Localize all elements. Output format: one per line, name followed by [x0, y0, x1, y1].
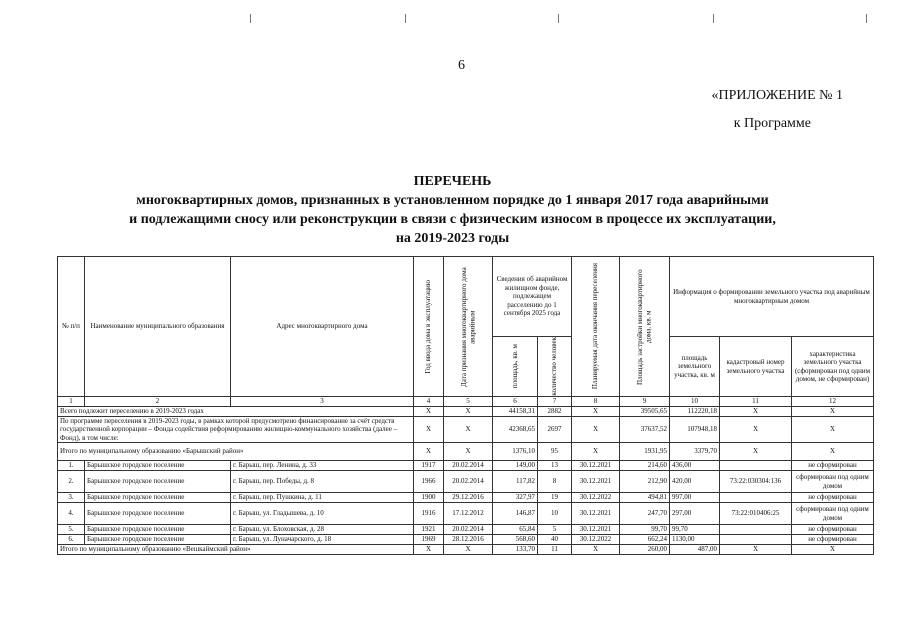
scan-mark [866, 14, 867, 23]
scan-mark [405, 14, 406, 23]
header-cadastral: кадастровый номер земельного участка [720, 337, 792, 397]
header-built-area: Площадь застройки многоквартирного дома, кв. м [620, 257, 670, 397]
page-number: 6 [458, 58, 465, 73]
barysh-total-row: Итого по муниципальному образованию «Барышский район» X X 1376,10 95 X 1931,95 3379,70 X X [58, 443, 874, 461]
scan-mark [250, 14, 251, 23]
table-row: 3. Барышское городское поселение г. Барыш, пер. Пушкина, д. 11 1900 29.12.2016 327,97 19 30.12.2022 494,81 997,00 не сформирован [58, 493, 874, 503]
header-residents: количество человек [538, 337, 572, 397]
header-land-group: Информация о формировании земельного участка под аварийным многоквартирным домом [670, 257, 874, 337]
header-land-area: площадь земельного участка, кв. м [670, 337, 720, 397]
header-num: № п/п [58, 257, 85, 397]
scan-mark [713, 14, 714, 23]
document-subtitle-line2: и подлежащими сносу или реконструкции в связи с физическим износом в процессе их эксплуатации, [129, 212, 776, 227]
header-municipality: Наименование муниципального образования [85, 257, 231, 397]
header-year: Год ввода дома в эксплуатацию [414, 257, 444, 397]
column-numbers-row: 1 2 3 4 5 6 7 8 9 10 11 12 [58, 397, 874, 407]
header-address: Адрес многоквартирного дома [231, 257, 414, 397]
header-area: площадь, кв. м [493, 337, 538, 397]
document-subtitle-line3: на 2019-2023 годы [395, 231, 510, 246]
veshk-total-row: Итого по муниципальному образованию «Вешкаймский район» X X 133,70 11 X 260,00 487,00 X X [58, 545, 874, 555]
scan-mark [558, 14, 559, 23]
program-row: По программе переселения в 2019-2023 годы, в рамках которой предусмотрено финансирование за счёт средств государственной корпорации – Фонда содействия реформированию жилищно-коммунального хозяйства (далее – Фонд), в том числе: X X 42368,65 2697 X 37637,52 107948,18 X X [58, 416, 874, 443]
table-row: 1. Барышское городское поселение г. Барыш, пер. Ленина, д. 33 1917 20.02.2014 149,00 13 30.12.2021 214,60 436,00 не сформирован [58, 461, 874, 471]
table-row: 5. Барышское городское поселение г. Барыш, ул. Блоховская, д. 28 1921 20.02.2014 65,84 5 30.12.2021 99,70 99,70 не сформирован [58, 525, 874, 535]
appendix-subtitle: к Программе [733, 116, 811, 131]
header-resettlement-group: Сведения об аварийном жилищном фонде, подлежащем расселению до 1 сентября 2025 года [493, 257, 572, 337]
total-row: Всего подлежит переселению в 2019-2023 годах X X 44158,31 2882 X 39505,65 112220,18 X X [58, 406, 874, 416]
document-subtitle-line1: многоквартирных домов, признанных в установленном порядке до 1 января 2017 года аварийными [136, 193, 769, 208]
header-land-char: характеристика земельного участка (сформирован под одним домом, не сформирован) [792, 337, 874, 397]
table-row: 6. Барышское городское поселение г. Барыш, ул. Луначарского, д. 18 1969 28.12.2016 568,60 40 30.12.2022 662,24 1130,00 не сформирован [58, 535, 874, 545]
table-row: 4. Барышское городское поселение г. Барыш, ул. Гладышева, д. 10 1916 17.12.2012 146,87 10 30.12.2021 247,70 297,00 73:22:010406:25 сформирован под одним домом [58, 503, 874, 525]
document-title: ПЕРЕЧЕНЬ [413, 174, 492, 189]
table-row: 2. Барышское городское поселение г. Барыш, пер. Победы, д. 8 1966 20.02.2014 117,82 8 30.12.2021 212,90 420,00 73:22:030304:136 сформирован под одним домом [58, 471, 874, 493]
header-date-declared: Дата признания многоквартирного дома аварийным [444, 257, 493, 397]
header-planned-date: Планируемая дата окончания переселения [572, 257, 620, 397]
houses-table [57, 256, 874, 555]
appendix-title: «ПРИЛОЖЕНИЕ № 1 [711, 88, 843, 103]
